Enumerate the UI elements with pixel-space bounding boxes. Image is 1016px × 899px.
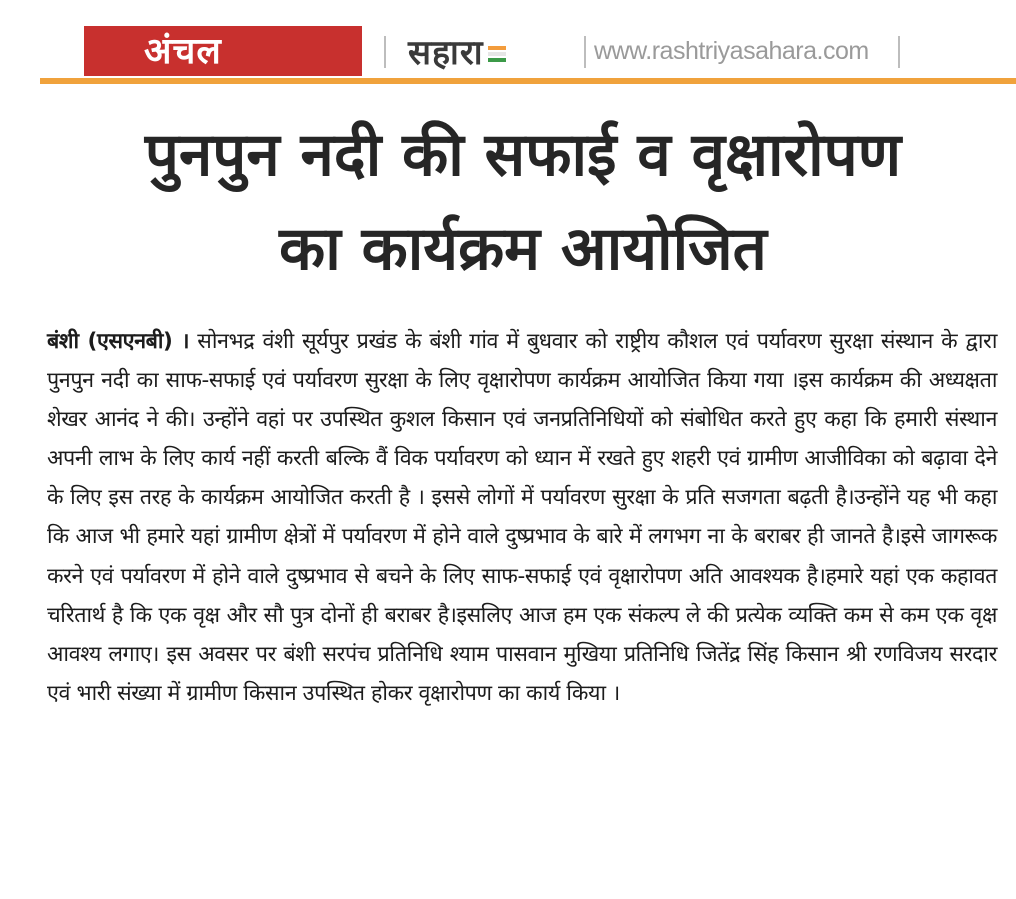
section-label: अंचल [84, 26, 362, 76]
masthead-rule [40, 78, 1016, 84]
article-body [47, 322, 997, 713]
separator [384, 36, 386, 68]
website-url: www.rashtriyasahara.com [594, 37, 869, 65]
headline-line-2: का कार्यक्रम आयोजित [279, 214, 767, 284]
separator [898, 36, 900, 68]
headline-line-1: पुनपुन नदी की सफाई व वृक्षारोपण [144, 120, 902, 190]
brand-name: सहारा [408, 33, 484, 73]
newspaper-logo [408, 26, 506, 76]
headline [30, 108, 1016, 296]
flag-icon [488, 45, 506, 63]
article-text: सोनभद्र वंशी सूर्यपुर प्रखंड के बंशी गांव में बुधवार को राष्ट्रीय कौशल एवं पर्यावरण सुरक्षा संस्थान के द्वारा पुनपुन नदी का साफ-सफाई एवं पर्यावरण सुरक्षा के लिए वृक्षारोपण कार्यक्रम आयोजित किया गया ।इस कार्यक्रम की अध्यक्षता शेखर आनंद ने की। उन्होंने वहां पर उपस्थित कुशल किसान एवं जनप्रतिनिधियों को संबोधित करते हुए कहा कि हमारी संस्थान अपनी लाभ के लिए कार्य नहीं करती बल्कि वैं विक पर्यावरण को ध्यान में रखते हुए शहरी एवं ग्रामीण आजीविका को बढ़ावा देने के लिए इस तरह के कार्यक्रम आयोजित करती है । इससे लोगों में पर्यावरण सुरक्षा के प्रति सजगता बढ़ती है।उन्होंने यह भी कहा कि आज भी हमारे यहां ग्रामीण क्षेत्रों में पर्यावरण में होने वाले दुष्प्रभाव के बारे में लगभग ना के बराबर ही जानते है।इसे जागरूक करने एवं पर्यावरण में होने वाले दुष्प्रभाव से बचने के लिए साफ-सफाई एवं वृक्षारोपण अति आवश्यक है।हमारे यहां एक कहावत चरितार्थ है कि एक वृक्ष और सौ पुत्र दोनों ही बराबर है।इसलिए आज हम एक संकल्प ले की प्रत्येक व्यक्ति कम से कम एक वृक्ष आवश्य लगाए। इस अवसर पर बंशी सरपंच प्रतिनिधि श्याम पासवान मुखिया प्रतिनिधि जितेंद्र सिंह किसान श्री रणविजय सरदार एवं भारी संख्या में ग्रामीण किसान उपस्थित होकर वृक्षारोपण का कार्य किया । [47, 329, 997, 706]
dateline: बंशी (एसएनबी) । [47, 329, 190, 354]
separator [584, 36, 586, 68]
